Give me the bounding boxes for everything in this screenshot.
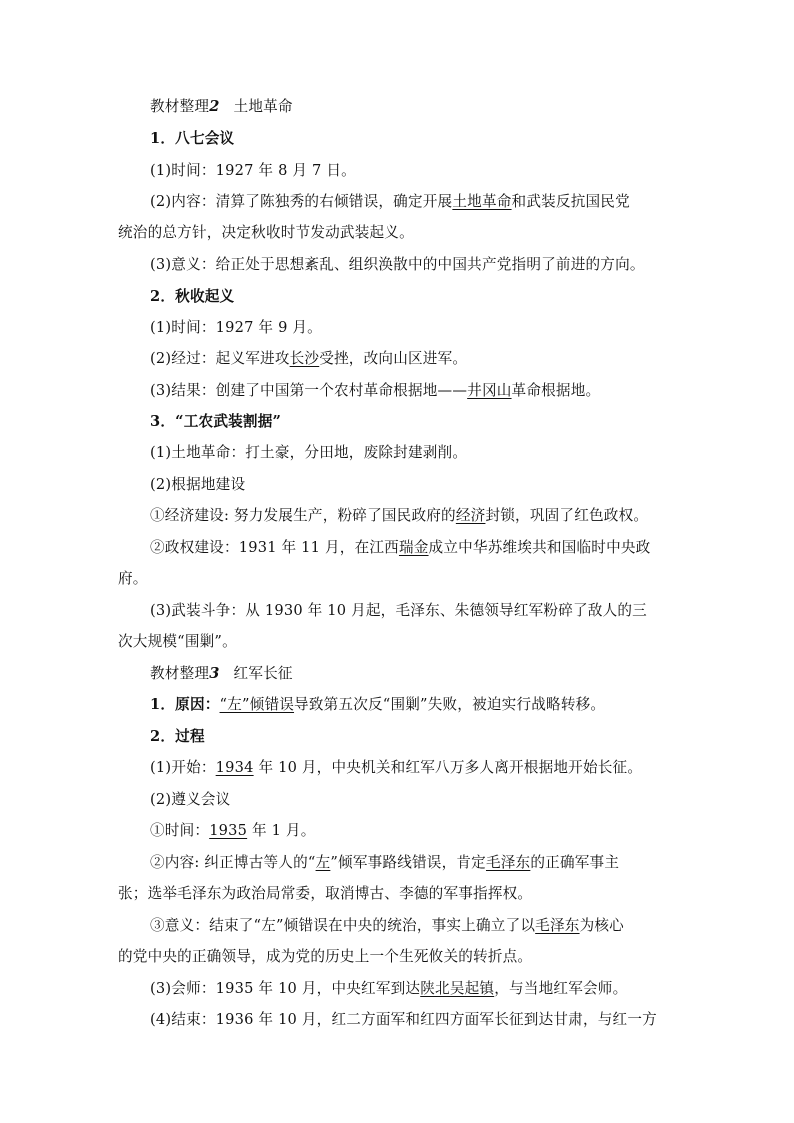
underlined-answer: 毛泽东 <box>535 917 580 934</box>
paragraph-continuation: 张；选举毛泽东为政治局常委，取消博古、李德的军事指挥权。 <box>118 885 533 902</box>
text: 年 1 月。 <box>247 822 316 839</box>
text: (2)内容：清算了陈独秀的右倾错误，确定开展 <box>150 193 453 210</box>
underlined-answer: 土地革命 <box>452 193 512 210</box>
heading-number: 3 <box>209 665 220 682</box>
underlined-answer: 1934 <box>215 759 254 776</box>
text: ③意义：结束了“左”倾错误在中央的统治，事实上确立了以 <box>150 917 536 934</box>
text: (2)经过：起义军进攻 <box>150 350 290 367</box>
paragraph: (3)意义：给正处于思想紊乱、组织涣散中的中国共产党指明了前进的方向。 <box>150 256 645 273</box>
text: 成立中华苏维埃共和国临时中央政 <box>428 539 651 556</box>
text: 1．原因： <box>150 696 220 713</box>
paragraph <box>150 381 600 401</box>
text: ，与当地红军会师。 <box>494 980 628 997</box>
heading-prefix: 教材整理 <box>150 665 210 682</box>
text: ②内容: 纠正博古等人的“ <box>150 854 316 871</box>
text: (3)会师：1935 年 10 月，中央红军到达 <box>150 980 421 997</box>
paragraph <box>150 821 316 841</box>
underlined-answer: 1935 <box>209 822 248 839</box>
text: ”倾军事路线错误，肯定 <box>330 854 486 871</box>
paragraph <box>150 695 605 715</box>
underlined-answer: 左 <box>315 854 331 871</box>
underlined-answer: “左”倾错误 <box>219 696 295 713</box>
heading-title: 土地革命 <box>233 98 293 115</box>
underlined-answer: 瑞金 <box>398 539 429 556</box>
paragraph <box>150 853 619 873</box>
section-heading-3 <box>150 664 293 684</box>
text: 年 10 月，中央机关和红军八万多人离开根据地开始长征。 <box>253 759 643 776</box>
heading-prefix: 教材整理 <box>150 98 210 115</box>
text: 的正确军事主 <box>530 854 620 871</box>
heading-title: 红军长征 <box>233 665 293 682</box>
text: (1)开始： <box>150 759 216 776</box>
paragraph: (1)时间：1927 年 8 月 7 日。 <box>150 162 356 179</box>
text: ①经济建设: 努力发展生产，粉碎了国民政府的 <box>150 507 456 524</box>
text: 受挫，改向山区进军。 <box>319 350 468 367</box>
underlined-answer: 毛泽东 <box>485 854 531 871</box>
text: ①时间： <box>150 822 210 839</box>
underlined-answer: 经济 <box>455 507 486 524</box>
paragraph: (2)根据地建设 <box>150 476 246 493</box>
text: 封锁，巩固了红色政权。 <box>485 507 649 524</box>
paragraph <box>150 506 648 526</box>
paragraph-continuation: 次大规模“围剿”。 <box>118 633 237 650</box>
underlined-answer: 陕北吴起镇 <box>420 980 495 997</box>
paragraph: (1)土地革命：打土豪，分田地，废除封建剥削。 <box>150 444 468 461</box>
paragraph <box>150 979 627 999</box>
text: ②政权建设：1931 年 11 月，在江西 <box>150 539 399 556</box>
subheading-bayi: 1．八七会议 <box>150 130 235 147</box>
paragraph: (4)结束：1936 年 10 月，红二方面军和红四方面军长征到达甘肃，与红一方 <box>150 1011 657 1028</box>
paragraph <box>150 758 642 778</box>
paragraph: (3)武装斗争：从 1930 年 10 月起，毛泽东、朱德领导红军粉碎了敌人的三 <box>150 602 647 619</box>
underlined-answer: 井冈山 <box>467 382 512 399</box>
text: 革命根据地。 <box>511 382 601 399</box>
paragraph <box>150 538 650 558</box>
section-heading-2 <box>150 97 293 117</box>
paragraph <box>150 192 630 212</box>
paragraph <box>150 916 624 936</box>
heading-number: 2 <box>209 98 220 115</box>
paragraph-continuation: 的党中央的正确领导，成为党的历史上一个生死攸关的转折点。 <box>118 948 533 965</box>
subheading-gongnong: 3．“工农武装割据” <box>150 413 282 430</box>
paragraph <box>150 349 467 369</box>
paragraph: (1)时间：1927 年 9 月。 <box>150 319 322 336</box>
paragraph: (2)遵义会议 <box>150 791 231 808</box>
subheading-qiushou: 2．秋收起义 <box>150 288 235 305</box>
underlined-answer: 长沙 <box>289 350 320 367</box>
text: 和武装反抗国民党 <box>511 193 630 210</box>
subheading-process: 2．过程 <box>150 728 205 745</box>
paragraph-continuation: 府。 <box>118 570 148 587</box>
text: 导致第五次反“围剿”失败，被迫实行战略转移。 <box>294 696 606 713</box>
text: 为核心 <box>579 917 624 934</box>
text: (3)结果：创建了中国第一个农村革命根据地—— <box>150 382 468 399</box>
paragraph-continuation: 统治的总方针，决定秋收时节发动武装起义。 <box>118 224 414 241</box>
